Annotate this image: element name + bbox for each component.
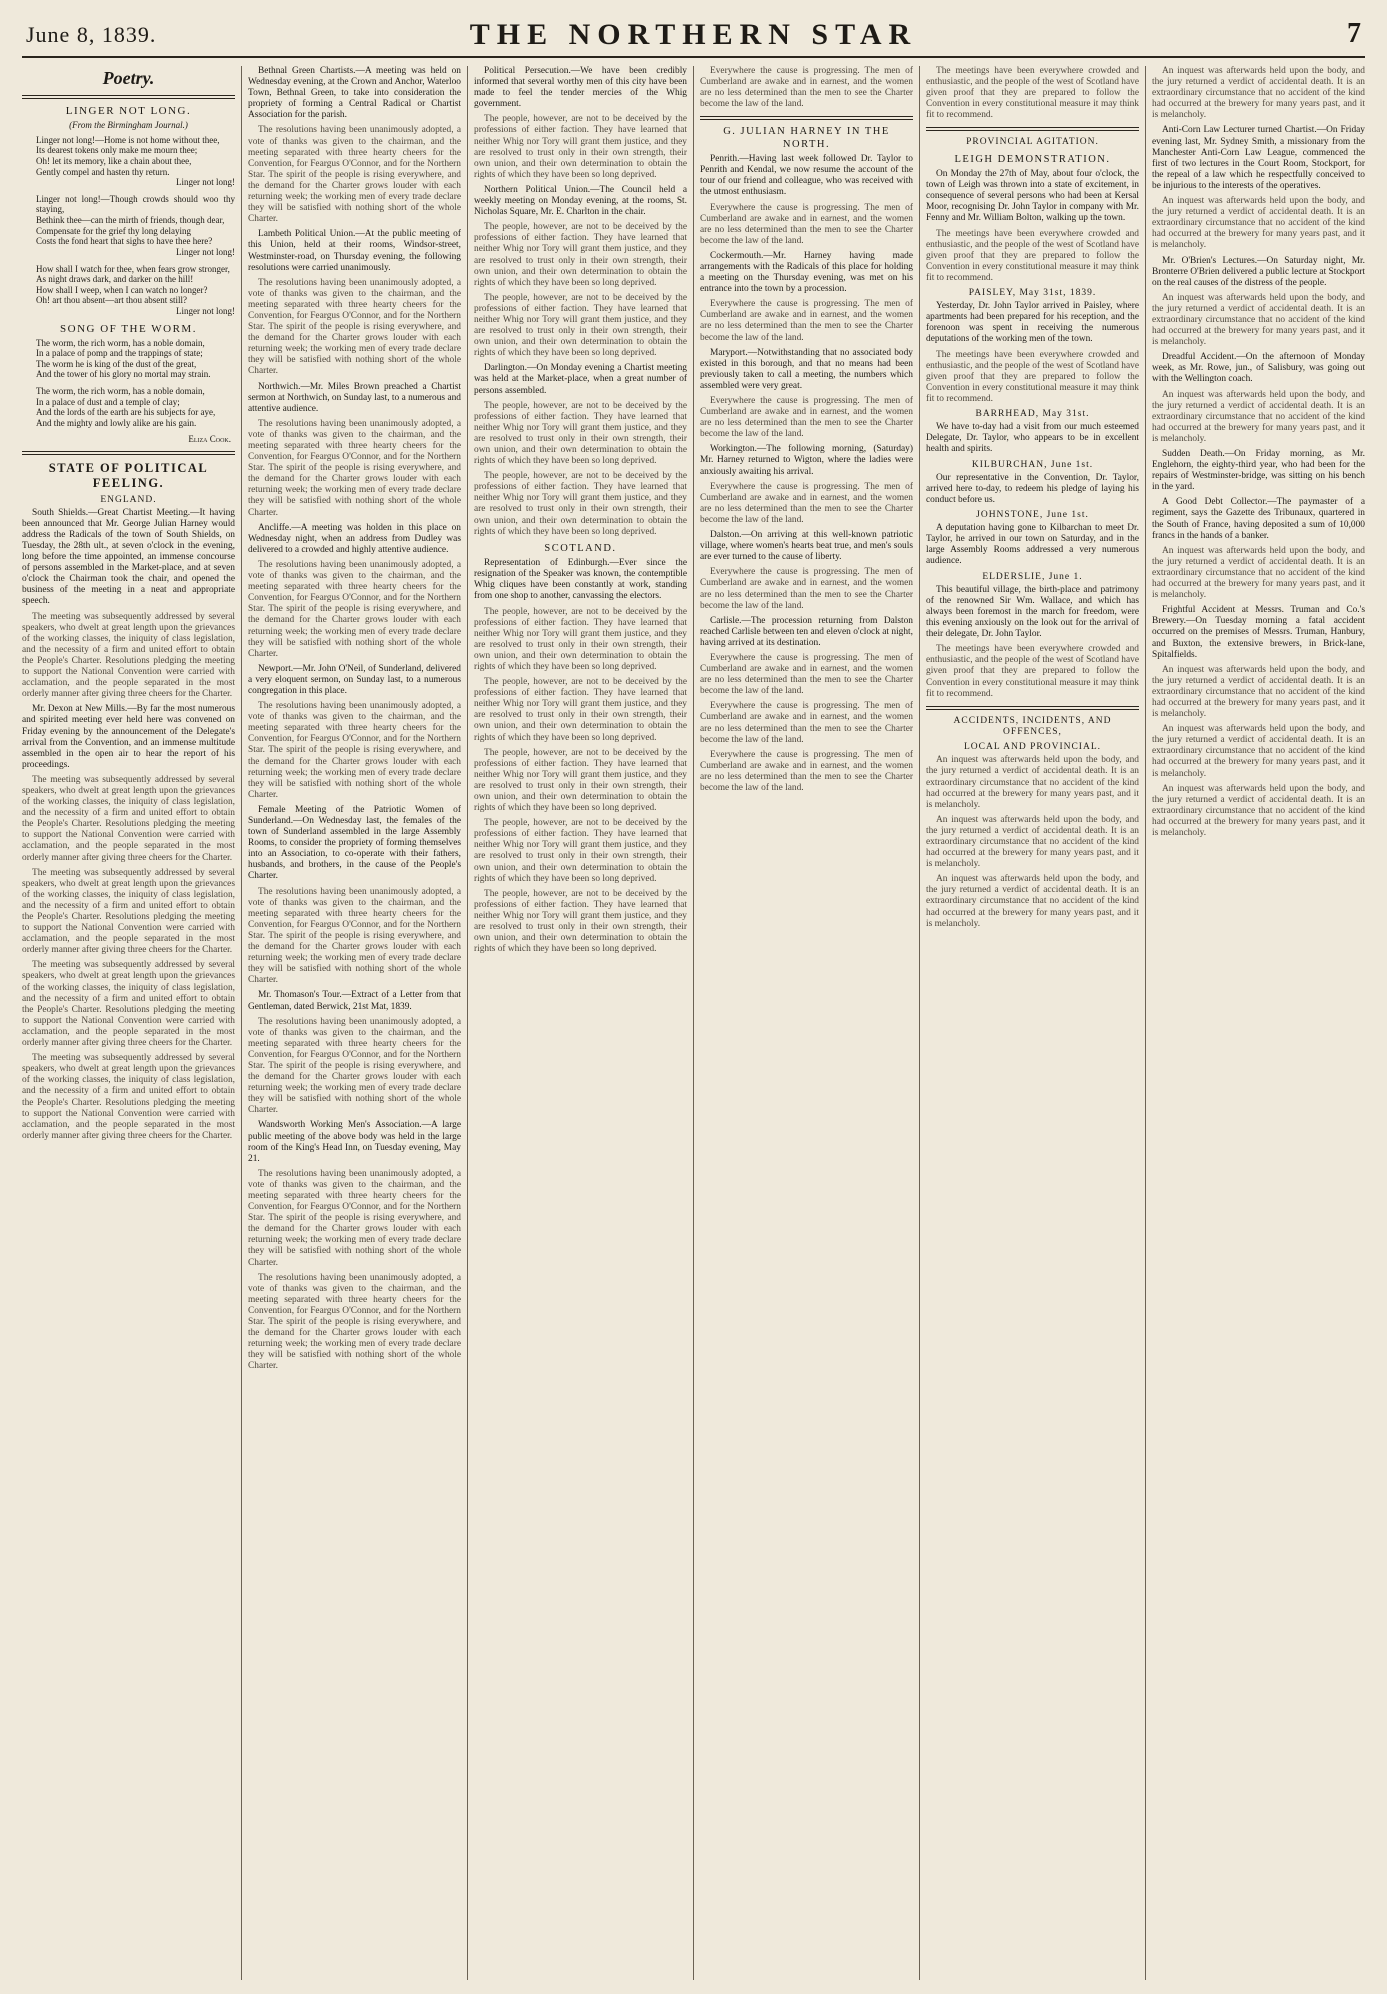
article-paragraph: This beautiful village, the birth-place and patrimony of the renowned Sir Wm. Wallace, and which has always been foremost in the march for freedom, were this evening anxiously on the look out for the arrival of their delegate, Dr. John Taylor.: [926, 584, 1139, 640]
article-paragraph: Bethnal Green Chartists.—A meeting was held on Wednesday evening, at the Crown and Anchor, Waterloo Town, Bethnal Green, to take into consideration the propriety of forming a Central Radical or Chartist Association for the parish.: [248, 66, 461, 121]
article-paragraph: The people, however, are not to be deceived by the professions of either faction. They have learned that neither Whig nor Tory will grant them justice, and they are resolved to trust only in their own strength, their own union, and their own determination to obtain the rights of which they have been so long deprived.: [474, 818, 687, 884]
poem-line: Bethink thee—can the mirth of friends, though dear,: [36, 215, 225, 226]
poem-line: How shall I weep, when I can watch no longer?: [36, 284, 208, 295]
article-paragraph: An inquest was afterwards held upon the body, and the jury returned a verdict of accidental death. It is an extraordinary circumstance that no accident of the kind had occurred at the brewery for many years past, and it is melancholy.: [1152, 545, 1365, 601]
article-paragraph: The resolutions having been unanimously adopted, a vote of thanks was given to the chairman, and the meeting separated with three hearty cheers for the Convention, for Feargus O'Connor, and for the Northern Star. The spirit of the people is rising everywhere, and the demand for the Charter grows louder with each returning week; the working men of every trade declare they will be satisfied with nothing short of the whole Charter.: [248, 559, 461, 659]
article-paragraph: The people, however, are not to be deceived by the professions of either faction. They have learned that neither Whig nor Tory will grant them justice, and they are resolved to trust only in their own strength, their own union, and their own determination to obtain the rights of which they have been so long deprived.: [474, 292, 687, 359]
article-paragraph: South Shields.—Great Chartist Meeting.—It having been announced that Mr. George Julian Harney would address the Radicals of the town of South Shields, on Tuesday, the 28th ult., at seven o'clock in the evening, long before the time appointed, an immense concourse of persons assembled in the Market-place, and at seven o'clock the Chairman took the chair, and opened the business of the meeting in a neat and appropriate speech.: [22, 507, 235, 607]
poem-line: And the mighty and lowly alike are his gain.: [36, 417, 197, 428]
place-heading: BARRHEAD, May 31st.: [975, 409, 1090, 420]
column-5: [919, 66, 1145, 1980]
article-paragraph: Anti-Corn Law Lecturer turned Chartist.—On Friday evening last, Mr. Sydney Smith, a missionary from the Manchester Anti-Corn Law League, commenced the first of two lectures in the Court Room, Stockport, for the repeal of a law which he respectfully conceived to be injurious to the interests of the operatives.: [1152, 125, 1365, 191]
article-paragraph: Everywhere the cause is progressing. The men of Cumberland are awake and in earnest, and the women are no less determined than the men to see the Charter become the law of the land.: [700, 749, 913, 793]
article-paragraph: The people, however, are not to be deceived by the professions of either faction. They have learned that neither Whig nor Tory will grant them justice, and they are resolved to trust only in their own strength, their own union, and their own determination to obtain the rights of which they have been so long deprived.: [474, 677, 687, 743]
article-paragraph: An inquest was afterwards held upon the body, and the jury returned a verdict of accidental death. It is an extraordinary circumstance that no accident of the kind had occurred at the brewery for many years past, and it is melancholy.: [1152, 783, 1365, 838]
article-paragraph: Mr. Dexon at New Mills.—By far the most numerous and spirited meeting ever held here was convened on Friday evening by the announcement of the Delegate's arrival from the Convention, and an immense multitude assembled in the open air to hear the report of his proceedings.: [22, 704, 235, 770]
poetry-heading: Poetry.: [102, 68, 155, 88]
poem-line: Linger not long!—Home is not home without thee,: [36, 134, 220, 145]
article-paragraph: An inquest was afterwards held upon the body, and the jury returned a verdict of accidental death. It is an extraordinary circumstance that no accident of the kind had occurred at the brewery for many years past, and it is melancholy.: [1152, 664, 1365, 720]
article-paragraph: The resolutions having been unanimously adopted, a vote of thanks was given to the chairman, and the meeting separated with three hearty cheers for the Convention, for Feargus O'Connor, and for the Northern Star. The spirit of the people is rising everywhere, and the demand for the Charter grows louder with each returning week; the working men of every trade declare they will be satisfied with nothing short of the whole Charter.: [248, 418, 461, 518]
poem-line: Compensate for the grief thy long delaying: [36, 225, 191, 236]
article-paragraph: An inquest was afterwards held upon the body, and the jury returned a verdict of accidental death. It is an extraordinary circumstance that no accident of the kind had occurred at the brewery for many years past, and it is melancholy.: [1152, 724, 1365, 779]
poem-source: (From the Birmingham Journal.): [69, 120, 188, 131]
poem-line: The worm, the rich worm, has a noble domain,: [36, 337, 205, 348]
article-paragraph: An inquest was afterwards held upon the body, and the jury returned a verdict of accidental death. It is an extraordinary circumstance that no accident of the kind had occurred at the brewery for many years past, and it is melancholy.: [926, 874, 1139, 929]
article-paragraph: Everywhere the cause is progressing. The men of Cumberland are awake and in earnest, and the women are no less determined than the men to see the Charter become the law of the land.: [700, 481, 913, 525]
issue-date: June 8, 1839.: [26, 22, 157, 47]
article-paragraph: The people, however, are not to be deceived by the professions of either faction. They have learned that neither Whig nor Tory will grant them justice, and they are resolved to trust only in their own strength, their own union, and their own determination to obtain the rights of which they have been so long deprived.: [474, 222, 687, 288]
article-paragraph: Cockermouth.—Mr. Harney having made arrangements with the Radicals of this place for holding a meeting on the Thursday evening, was met on his entrance into the town by a procession.: [700, 250, 913, 295]
poem-line: The worm he is king of the dust of the great,: [36, 358, 197, 369]
column-4: [693, 66, 919, 1980]
article-paragraph: Workington.—The following morning, (Saturday) Mr. Harney returned to Wigton, where the ladies were anxiously awaiting his arrival.: [700, 444, 913, 477]
article-paragraph: Maryport.—Notwithstanding that no associated body existed in this borough, and that no means had been previously taken to call a meeting, the numbers which assembled were very great.: [700, 347, 913, 391]
poem-line: Gently compel and hasten thy return.: [36, 166, 170, 177]
poem-stanza: [36, 386, 235, 428]
poem-line: Oh! art thou absent—art thou absent still?: [36, 295, 187, 306]
place-heading: ELDERSLIE, June 1.: [982, 571, 1083, 582]
divider: [22, 95, 235, 99]
article-paragraph: The resolutions having been unanimously adopted, a vote of thanks was given to the chairman, and the meeting separated with three hearty cheers for the Convention, for Feargus O'Connor, and for the Northern Star. The spirit of the people is rising everywhere, and the demand for the Charter grows louder with each returning week; the working men of every trade declare they will be satisfied with nothing short of the whole Charter.: [248, 1016, 461, 1116]
article-paragraph: The meeting was subsequently addressed by several speakers, who dwelt at great length upon the grievances of the working classes, the iniquity of class legislation, and the necessity of a firm and united effort to obtain the People's Charter. Resolutions pledging the meeting to support the National Convention were carried with acclamation, and the people separated in the most orderly manner after giving three cheers for the Charter.: [22, 867, 235, 956]
article-paragraph: The meeting was subsequently addressed by several speakers, who dwelt at great length upon the grievances of the working classes, the iniquity of class legislation, and the necessity of a firm and united effort to obtain the People's Charter. Resolutions pledging the meeting to support the National Convention were carried with acclamation, and the people separated in the most orderly manner after giving three cheers for the Charter.: [22, 611, 235, 700]
section-heading: PROVINCIAL AGITATION.: [966, 137, 1099, 148]
article-paragraph: The people, however, are not to be deceived by the professions of either faction. They have learned that neither Whig nor Tory will grant them justice, and they are resolved to trust only in their own strength, their own union, and their own determination to obtain the rights of which they have been so long deprived.: [474, 888, 687, 955]
place-heading: JOHNSTONE, June 1st.: [976, 510, 1089, 520]
poem-line: Linger not long!—Though crowds should woo thy staying,: [36, 193, 235, 215]
poem-line: How shall I watch for thee, when fears grow stronger,: [36, 263, 230, 274]
article-paragraph: On Monday the 27th of May, about four o'clock, the town of Leigh was thrown into a state of excitement, in consequence of several persons who had been at Kersal Moor, recognising Dr. John Taylor in company with Mr. Fenny and Mr. William Bolton, walking up the town.: [926, 169, 1139, 224]
column-2: [241, 66, 467, 1980]
article-paragraph: The people, however, are not to be deceived by the professions of either faction. They have learned that neither Whig nor Tory will grant them justice, and they are resolved to trust only in their own strength, their own union, and their own determination to obtain the rights of which they have been so long deprived.: [474, 114, 687, 180]
article-paragraph: The meetings have been everywhere crowded and enthusiastic, and the people of the west of Scotland have given proof that they are prepared to follow the Convention in every constitutional measure it may think fit to recommend.: [926, 644, 1139, 699]
place-heading: PAISLEY, May 31st, 1839.: [968, 287, 1097, 298]
poem-line: And the lords of the earth are his subjects for aye,: [36, 407, 216, 418]
article-paragraph: The resolutions having been unanimously adopted, a vote of thanks was given to the chairman, and the meeting separated with three hearty cheers for the Convention, for Feargus O'Connor, and for the Northern Star. The spirit of the people is rising everywhere, and the demand for the Charter grows louder with each returning week; the working men of every trade declare they will be satisfied with nothing short of the whole Charter.: [248, 701, 461, 800]
article-paragraph: An inquest was afterwards held upon the body, and the jury returned a verdict of accidental death. It is an extraordinary circumstance that no accident of the kind had occurred at the brewery for many years past, and it is melancholy.: [926, 814, 1139, 870]
poem-stanza: [36, 338, 235, 380]
article-paragraph: Everywhere the cause is progressing. The men of Cumberland are awake and in earnest, and the women are no less determined than the men to see the Charter become the law of the land.: [700, 701, 913, 745]
article-paragraph: Darlington.—On Monday evening a Chartist meeting was held at the Market-place, when a great number of persons assembled.: [474, 363, 687, 396]
article-paragraph: We have to-day had a visit from our much esteemed Delegate, Dr. Taylor, who appears to be in excellent health and spirits.: [926, 422, 1139, 455]
poem-line: And the tower of his glory no mortal may strain.: [36, 369, 211, 380]
article-paragraph: Everywhere the cause is progressing. The men of Cumberland are awake and in earnest, and the women are no less determined than the men to see the Charter become the law of the land.: [700, 567, 913, 611]
poem-line: Oh! let its memory, like a chain about thee,: [36, 156, 192, 167]
article-paragraph: Mr. O'Brien's Lectures.—On Saturday night, Mr. Bronterre O'Brien delivered a public lecture at Stockport on the real causes of the distress of the people.: [1152, 255, 1365, 288]
article-paragraph: Dreadful Accident.—On the afternoon of Monday week, as Mr. Rowe, jun., of Salisbury, was going out with the Wellington coach.: [1152, 352, 1365, 385]
article-paragraph: The people, however, are not to be deceived by the professions of either faction. They have learned that neither Whig nor Tory will grant them justice, and they are resolved to trust only in their own strength, their own union, and their own determination to obtain the rights of which they have been so long deprived.: [474, 747, 687, 814]
poem-line: As night draws dark, and darker on the hill!: [36, 274, 194, 285]
article-paragraph: The meetings have been everywhere crowded and enthusiastic, and the people of the west of Scotland have given proof that they are prepared to follow the Convention in every constitutional measure it may think fit to recommend.: [926, 349, 1139, 404]
article-paragraph: Ancliffe.—A meeting was holden in this place on Wednesday night, when an address from Dudley was delivered to a crowded and highly attentive audience.: [248, 522, 461, 555]
poem-title: SONG OF THE WORM.: [60, 322, 197, 335]
section-subheading: LOCAL AND PROVINCIAL.: [963, 742, 1102, 753]
column-3: [467, 66, 693, 1980]
article-paragraph: Frightful Accident at Messrs. Truman and Co.'s Brewery.—On Tuesday morning a fatal accident occurred on the premises of Messrs. Truman, Hanbury, and Buxton, the extensive brewers, in Brick-lane, Spitalfields.: [1152, 605, 1365, 660]
article-paragraph: The meeting was subsequently addressed by several speakers, who dwelt at great length upon the grievances of the working classes, the iniquity of class legislation, and the necessity of a firm and united effort to obtain the People's Charter. Resolutions pledging the meeting to support the National Convention were carried with acclamation, and the people separated in the most orderly manner after giving three cheers for the Charter.: [22, 774, 235, 863]
poem-line: Costs the fond heart that sighs to have thee here?: [36, 236, 213, 247]
section-heading: STATE OF POLITICAL FEELING.: [48, 461, 209, 490]
section-heading: ACCIDENTS, INCIDENTS, AND OFFENCES,: [953, 715, 1112, 737]
article-paragraph: The people, however, are not to be deceived by the professions of either faction. They have learned that neither Whig nor Tory will grant them justice, and they are resolved to trust only in their own strength, their own union, and their own determination to obtain the rights of which they have been so long deprived.: [474, 471, 687, 537]
article-paragraph: An inquest was afterwards held upon the body, and the jury returned a verdict of accidental death. It is an extraordinary circumstance that no accident of the kind had occurred at the brewery for many years past, and it is melancholy.: [926, 755, 1139, 810]
poem-line: Linger not long!: [176, 177, 235, 188]
article-paragraph: The resolutions having been unanimously adopted, a vote of thanks was given to the chairman, and the meeting separated with three hearty cheers for the Convention, for Feargus O'Connor, and for the Northern Star. The spirit of the people is rising everywhere, and the demand for the Charter grows louder with each returning week; the working men of every trade declare they will be satisfied with nothing short of the whole Charter.: [248, 886, 461, 986]
article-paragraph: An inquest was afterwards held upon the body, and the jury returned a verdict of accidental death. It is an extraordinary circumstance that no accident of the kind had occurred at the brewery for many years past, and it is melancholy.: [1152, 292, 1365, 348]
article-paragraph: Penrith.—Having last week followed Dr. Taylor to Penrith and Kendal, we now resume the account of the tour of our friend and colleague, who was received with the utmost enthusiasm.: [700, 154, 913, 198]
article-paragraph: The meeting was subsequently addressed by several speakers, who dwelt at great length upon the grievances of the working classes, the iniquity of class legislation, and the necessity of a firm and united effort to obtain the People's Charter. Resolutions pledging the meeting to support the National Convention were carried with acclamation, and the people separated in the most orderly manner after giving three cheers for the Charter.: [22, 960, 235, 1049]
article-paragraph: Everywhere the cause is progressing. The men of Cumberland are awake and in earnest, and the women are no less determined than the men to see the Charter become the law of the land.: [700, 396, 913, 440]
article-paragraph: A deputation having gone to Kilbarchan to meet Dr. Taylor, he arrived in our town on Saturday, and in the large Assembly Rooms addressed a very numerous audience.: [926, 523, 1139, 567]
divider: [926, 706, 1139, 710]
poem-line: Its dearest tokens only make me mourn thee;: [36, 145, 198, 156]
newspaper-title: THE NORTHERN STAR: [469, 18, 918, 51]
article-paragraph: An inquest was afterwards held upon the body, and the jury returned a verdict of accidental death. It is an extraordinary circumstance that no accident of the kind had occurred at the brewery for many years past, and it is melancholy.: [1152, 66, 1365, 121]
article-paragraph: Everywhere the cause is progressing. The men of Cumberland are awake and in earnest, and the women are no less determined than the men to see the Charter become the law of the land.: [700, 652, 913, 697]
article-paragraph: The meetings have been everywhere crowded and enthusiastic, and the people of the west of Scotland have given proof that they are prepared to follow the Convention in every constitutional measure it may think fit to recommend.: [926, 228, 1139, 283]
masthead: [22, 18, 1365, 58]
column-1: [22, 66, 241, 1980]
article-paragraph: Dalston.—On arriving at this well-known patriotic village, where women's hearts beat true, and men's souls are ever turned to the cause of liberty.: [700, 530, 913, 563]
article-paragraph: Sudden Death.—On Friday morning, as Mr. Englehorn, the eighty-third year, who had been for the repairs of Westminster-bridge, was sitting on his bench in the yard.: [1152, 449, 1365, 493]
article-paragraph: The resolutions having been unanimously adopted, a vote of thanks was given to the chairman, and the meeting separated with three hearty cheers for the Convention, for Feargus O'Connor, and for the Northern Star. The spirit of the people is rising everywhere, and the demand for the Charter grows louder with each returning week; the working men of every trade declare they will be satisfied with nothing short of the whole Charter.: [248, 1272, 461, 1372]
poem-line: In a palace of pomp and the trappings of state;: [36, 348, 203, 359]
article-paragraph: Lambeth Political Union.—At the public meeting of this Union, held at their rooms, Windsor-street, Westminster-road, on Thursday evening, the following resolutions were carried unanimously.: [248, 229, 461, 273]
poem-line: Linger not long!: [176, 246, 235, 257]
columns: [22, 66, 1365, 1980]
article-paragraph: Female Meeting of the Patriotic Women of Sunderland.—On Wednesday last, the females of the town of Sunderland assembled in the large Assembly Rooms, to consider the propriety of forming themselves into an Association, to co-operate with their fathers, husbands, and brothers, in the cause of the People's Charter.: [248, 804, 461, 882]
divider: [22, 451, 235, 455]
poem-signature: Eliza Cook.: [188, 434, 231, 445]
article-paragraph: Newport.—Mr. John O'Neil, of Sunderland, delivered a very eloquent sermon, on Sunday last, to a numerous congregation in this place.: [248, 663, 461, 696]
article-paragraph: The meetings have been everywhere crowded and enthusiastic, and the people of the west of Scotland have given proof that they are prepared to follow the Convention in every constitutional measure it may think fit to recommend.: [926, 66, 1139, 121]
column-6: [1145, 66, 1365, 1980]
article-paragraph: The resolutions having been unanimously adopted, a vote of thanks was given to the chairman, and the meeting separated with three hearty cheers for the Convention, for Feargus O'Connor, and for the Northern Star. The spirit of the people is rising everywhere, and the demand for the Charter grows louder with each returning week; the working men of every trade declare they will be satisfied with nothing short of the whole Charter.: [248, 1168, 461, 1268]
article-paragraph: Our representative in the Convention, Dr. Taylor, arrived here to-day, to redeem his pledge of laying his conduct before us.: [926, 472, 1139, 505]
article-paragraph: Everywhere the cause is progressing. The men of Cumberland are awake and in earnest, and the women are no less determined than the men to see the Charter become the law of the land.: [700, 202, 913, 246]
article-heading: LEIGH DEMONSTRATION.: [954, 153, 1111, 165]
article-paragraph: The resolutions having been unanimously adopted, a vote of thanks was given to the chairman, and the meeting separated with three hearty cheers for the Convention, for Feargus O'Connor, and for the Northern Star. The spirit of the people is rising everywhere, and the demand for the Charter grows louder with each returning week; the working men of every trade declare they will be satisfied with nothing short of the whole Charter.: [248, 277, 461, 377]
article-paragraph: Everywhere the cause is progressing. The men of Cumberland are awake and in earnest, and the women are no less determined than the men to see the Charter become the law of the land.: [700, 66, 913, 110]
article-paragraph: Everywhere the cause is progressing. The men of Cumberland are awake and in earnest, and the women are no less determined than the men to see the Charter become the law of the land.: [700, 299, 913, 343]
region-heading: ENGLAND.: [100, 494, 157, 505]
article-paragraph: Northern Political Union.—The Council held a weekly meeting on Monday evening, at the rooms, St. Nicholas Square, Mr. E. Charlton in the chair.: [474, 184, 687, 218]
poem-title: LINGER NOT LONG.: [65, 105, 192, 118]
article-paragraph: An inquest was afterwards held upon the body, and the jury returned a verdict of accidental death. It is an extraordinary circumstance that no accident of the kind had occurred at the brewery for many years past, and it is melancholy.: [1152, 389, 1365, 444]
divider: [926, 127, 1139, 131]
article-paragraph: Northwich.—Mr. Miles Brown preached a Chartist sermon at Northwich, on Sunday last, to a numerous and attentive audience.: [248, 381, 461, 414]
article-paragraph: The resolutions having been unanimously adopted, a vote of thanks was given to the chairman, and the meeting separated with three hearty cheers for the Convention, for Feargus O'Connor, and for the Northern Star. The spirit of the people is rising everywhere, and the demand for the Charter grows louder with each returning week; the working men of every trade declare they will be satisfied with nothing short of the whole Charter.: [248, 125, 461, 225]
article-paragraph: Mr. Thomason's Tour.—Extract of a Letter from that Gentleman, dated Berwick, 21st Mat, 1839.: [248, 990, 461, 1012]
article-paragraph: The people, however, are not to be deceived by the professions of either faction. They have learned that neither Whig nor Tory will grant them justice, and they are resolved to trust only in their own strength, their own union, and their own determination to obtain the rights of which they have been so long deprived.: [474, 400, 687, 467]
article-paragraph: A Good Debt Collector.—The paymaster of a regiment, says the Gazette des Tribunaux, quartered in the South of France, having deposited a sum of 10,000 francs in the hands of a banker.: [1152, 497, 1365, 541]
poem-line: In a palace of dust and a temple of clay;: [36, 396, 180, 407]
poem1-stanzas: [22, 135, 235, 317]
poem-stanza: [36, 135, 235, 188]
article-heading: G. JULIAN HARNEY IN THE NORTH.: [723, 126, 890, 150]
place-heading: KILBURCHAN, June 1st.: [971, 459, 1094, 470]
article-paragraph: Representation of Edinburgh.—Ever since the resignation of the Speaker was known, the contemptible Whig cliques have been constantly at work, standing from one shop to another, canvassing the electors.: [474, 558, 687, 602]
article-paragraph: The people, however, are not to be deceived by the professions of either faction. They have learned that neither Whig nor Tory will grant them justice, and they are resolved to trust only in their own strength, their own union, and their own determination to obtain the rights of which they have been so long deprived.: [474, 606, 687, 672]
article-paragraph: Carlisle.—The procession returning from Dalston reached Carlisle between ten and eleven o'clock at night, having arrived at its destination.: [700, 615, 913, 648]
article-paragraph: Wandsworth Working Men's Association.—A large public meeting of the above body was held in the large room of the King's Head Inn, on Tuesday evening, May 21.: [248, 1120, 461, 1164]
article-paragraph: An inquest was afterwards held upon the body, and the jury returned a verdict of accidental death. It is an extraordinary circumstance that no accident of the kind had occurred at the brewery for many years past, and it is melancholy.: [1152, 196, 1365, 251]
article-paragraph: Political Persecution.—We have been credibly informed that several worthy men of this city have been made to feel the tender mercies of the Whig government.: [474, 66, 687, 110]
article-paragraph: The meeting was subsequently addressed by several speakers, who dwelt at great length upon the grievances of the working classes, the iniquity of class legislation, and the necessity of a firm and united effort to obtain the People's Charter. Resolutions pledging the meeting to support the National Convention were carried with acclamation, and the people separated in the most orderly manner after giving three cheers for the Charter.: [22, 1053, 235, 1141]
poem-line: Linger not long!: [176, 305, 235, 316]
article-paragraph: Yesterday, Dr. John Taylor arrived in Paisley, where apartments had been prepared for his reception, and the forenoon was spent in receiving the numerous deputations of the working men of the town.: [926, 301, 1139, 345]
page-number: 7: [1347, 18, 1361, 49]
divider: [700, 116, 913, 120]
poem-stanza: [36, 264, 235, 317]
section-heading: SCOTLAND.: [544, 542, 617, 554]
poem-stanza: [36, 194, 235, 258]
poem-line: The worm, the rich worm, has a noble domain,: [36, 385, 205, 396]
